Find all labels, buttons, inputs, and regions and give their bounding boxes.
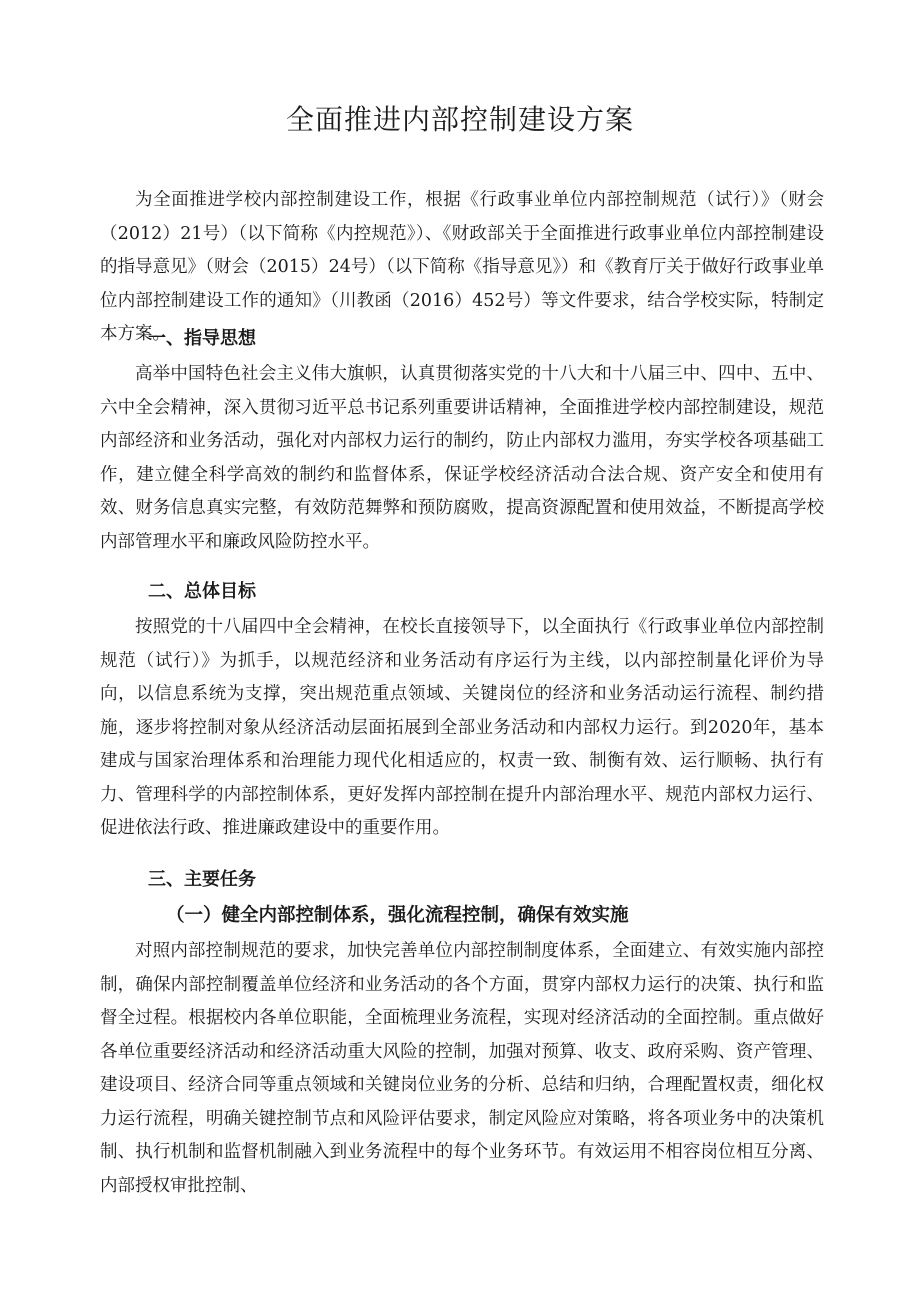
subsection-heading-internal-control-system: （一）健全内部控制体系，强化流程控制，确保有效实施 xyxy=(166,905,629,926)
section-heading-guiding-ideology: 一、指导思想 xyxy=(148,328,256,349)
internal-control-system-paragraph: 对照内部控制规范的要求，加快完善单位内部控制制度体系，全面建立、有效实施内部控制，确保内部控制覆盖单位经济和业务活动的各个方面，贯穿内部权力运行的决策、执行和监督全过程。根据校内各单位职能，全面梳理业务流程，实现对经济活动的全面控制。重点做好各单位重要经济活动和经济活动重大风险的控制，加强对预算、收支、政府采购、资产管理、建设项目、经济合同等重点领域和关键岗位业务的分析、总结和归纳，合理配置权责，细化权力运行流程，明确关键控制节点和风险评估要求，制定风险应对策略，将各项业务中的决策机制、执行机制和监督机制融入到业务流程中的每个业务环节。有效运用不相容岗位相互分离、内部授权审批控制、 xyxy=(100,941,824,1196)
guiding-ideology-paragraph: 高举中国特色社会主义伟大旗帜，认真贯彻落实党的十八大和十八届三中、四中、五中、六中全会精神，深入贯彻习近平总书记系列重要讲话精神，全面推进学校内部控制建设，规范内部经济和业务活动，强化对内部权力运行的制约，防止内部权力滥用，夯实学校各项基础工作，建立健全科学高效的制约和监督体系，保证学校经济活动合法合规、资产安全和使用有效、财务信息真实完整，有效防范舞弊和预防腐败，提高资源配置和使用效益，不断提高学校内部管理水平和廉政风险防控水平。 xyxy=(100,364,824,552)
section-heading-overall-goal: 二、总体目标 xyxy=(148,581,256,602)
overall-goal-paragraph: 按照党的十八届四中全会精神，在校长直接领导下，以全面执行《行政事业单位内部控制规范（试行）》为抓手，以规范经济和业务活动有序运行为主线，以内部控制量化评价为导向，以信息系统为支撑，突出规范重点领域、关键岗位的经济和业务活动运行流程、制约措施，逐步将控制对象从经济活动层面拓展到全部业务活动和内部权力运行。到2020年，基本建成与国家治理体系和治理能力现代化相适应的，权责一致、制衡有效、运行顺畅、执行有力、管理科学的内部控制体系，更好发挥内部控制在提升内部治理水平、规范内部权力运行、促进依法行政、推进廉政建设中的重要作用。 xyxy=(100,617,824,838)
section-heading-main-tasks: 三、主要任务 xyxy=(148,869,256,890)
document-title: 全面推进内部控制建设方案 xyxy=(285,103,634,136)
intro-paragraph: 为全面推进学校内部控制建设工作，根据《行政事业单位内部控制规范（试行）》（财会（2012）21号）（以下简称《内控规范》）、《财政部关于全面推进行政事业单位内部控制建设的指导意见》（财会（2015）24号）（以下简称《指导意见》）和《教育厅关于做好行政事业单位内部控制建设工作的通知》（川教函（2016）452号）等文件要求，结合学校实际，特制定本方案。 xyxy=(100,190,824,344)
